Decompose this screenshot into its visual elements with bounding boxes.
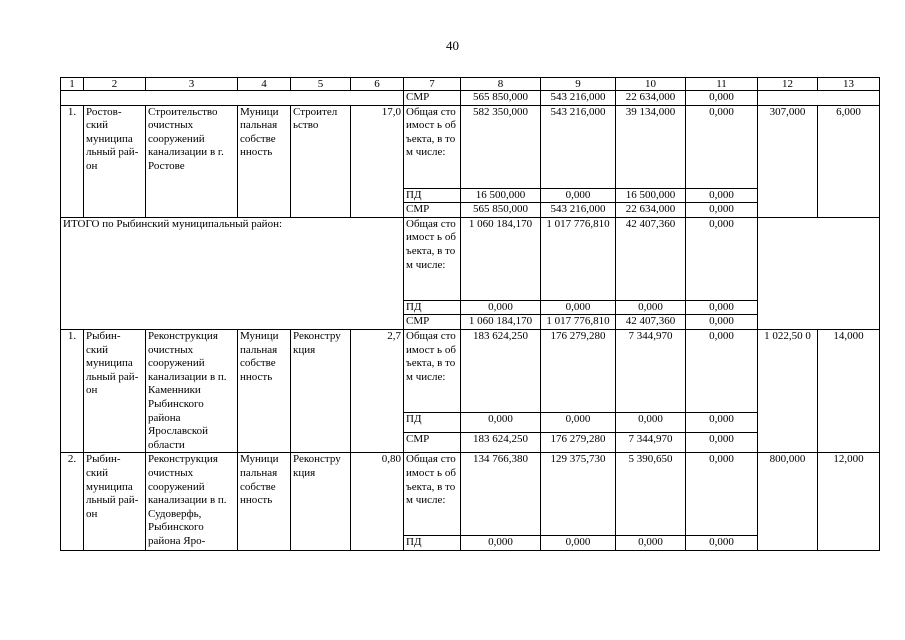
empty-cell: [758, 217, 880, 329]
value-cell: 7 344,970: [616, 329, 686, 412]
value-cell: 0,000: [616, 412, 686, 432]
value-cell: 0,000: [541, 300, 616, 315]
work-type-cell: Реконстру кция: [291, 329, 351, 452]
row-label: ПД: [404, 536, 461, 551]
col-header: 8: [461, 78, 541, 91]
work-type-cell: Строител ьство: [291, 105, 351, 217]
value-cell: 0,000: [461, 536, 541, 551]
value-cell: 1 017 776,810: [541, 315, 616, 330]
district-cell: Рыбин- ский муниципа льный рай-он: [84, 453, 146, 551]
row-label: СМР: [404, 315, 461, 330]
value-cell: 800,000: [758, 453, 818, 551]
table-row: [61, 329, 880, 412]
empty-cell: [61, 91, 404, 106]
value-cell: 565 850,000: [461, 91, 541, 106]
value-cell: 0,000: [686, 433, 758, 453]
row-label: ПД: [404, 412, 461, 432]
value-cell: 543 216,000: [541, 203, 616, 218]
value-cell: 0,000: [541, 412, 616, 432]
row-number: 1.: [61, 105, 84, 217]
header-row: [61, 78, 880, 91]
value-cell: 0,000: [686, 453, 758, 536]
page-number: 40: [446, 38, 459, 53]
object-name-cell: Реконструкция очистных сооружений канализации в п. Судоверфь, Рыбинского района Яро-: [146, 453, 238, 551]
value-cell: 1 060 184,170: [461, 217, 541, 300]
value-cell: 0,000: [686, 203, 758, 218]
value-cell: 39 134,000: [616, 105, 686, 188]
value-cell: 1 017 776,810: [541, 217, 616, 300]
value-cell: 6,000: [818, 105, 880, 217]
col-header: 1: [61, 78, 84, 91]
value-cell: 22 634,000: [616, 203, 686, 218]
object-name-cell: Реконструкция очистных сооружений канализации в п. Каменники Рыбинского района Ярославской области: [146, 329, 238, 452]
value-cell: 0,000: [686, 329, 758, 412]
value-cell: 5 390,650: [616, 453, 686, 536]
value-cell: 0,000: [686, 315, 758, 330]
value-cell: 0,000: [686, 536, 758, 551]
value-cell: 307,000: [758, 105, 818, 217]
value-cell: 42 407,360: [616, 217, 686, 300]
value-cell: 0,000: [541, 188, 616, 203]
col-header: 5: [291, 78, 351, 91]
value-cell: 7 344,970: [616, 433, 686, 453]
row-label: Общая стоимост ь объекта, в том числе:: [404, 217, 461, 300]
object-name-cell: Строительство очистных сооружений канализации в г. Ростове: [146, 105, 238, 217]
value-cell: 565 850,000: [461, 203, 541, 218]
value-cell: 0,000: [541, 536, 616, 551]
col-header: 10: [616, 78, 686, 91]
ownership-cell: Муници пальная собстве нность: [238, 329, 291, 452]
value-cell: 22 634,000: [616, 91, 686, 106]
value-cell: 183 624,250: [461, 329, 541, 412]
investment-table: [60, 77, 880, 551]
row-label: Общая стоимост ь объекта, в том числе:: [404, 105, 461, 188]
value-cell: 0,000: [686, 300, 758, 315]
capacity-cell: 17,0: [351, 105, 404, 217]
row-label: ПД: [404, 300, 461, 315]
value-cell: 0,000: [461, 412, 541, 432]
table-row: [61, 453, 880, 536]
row-label: СМР: [404, 91, 461, 106]
col-header: 6: [351, 78, 404, 91]
district-cell: Рыбин- ский муниципа льный рай-он: [84, 329, 146, 452]
value-cell: 183 624,250: [461, 433, 541, 453]
value-cell: 0,000: [686, 188, 758, 203]
value-cell: 16 500,000: [616, 188, 686, 203]
value-cell: 14,000: [818, 329, 880, 452]
value-cell: 0,000: [686, 412, 758, 432]
empty-cell: [758, 91, 880, 106]
value-cell: 1 060 184,170: [461, 315, 541, 330]
row-label: Общая стоимост ь объекта, в том числе:: [404, 329, 461, 412]
value-cell: 0,000: [616, 536, 686, 551]
col-header: 11: [686, 78, 758, 91]
table-row: [61, 91, 880, 106]
value-cell: 12,000: [818, 453, 880, 551]
col-header: 3: [146, 78, 238, 91]
value-cell: 16 500,000: [461, 188, 541, 203]
value-cell: 0,000: [686, 91, 758, 106]
value-cell: 1 022,50 0: [758, 329, 818, 452]
ownership-cell: Муници пальная собстве нность: [238, 453, 291, 551]
row-number: 2.: [61, 453, 84, 551]
row-label: Общая стоимост ь объекта, в том числе:: [404, 453, 461, 536]
value-cell: 543 216,000: [541, 105, 616, 188]
row-label: СМР: [404, 433, 461, 453]
row-number: 1.: [61, 329, 84, 452]
district-cell: Ростов- ский муниципа льный рай-он: [84, 105, 146, 217]
col-header: 9: [541, 78, 616, 91]
value-cell: 0,000: [686, 105, 758, 188]
col-header: 12: [758, 78, 818, 91]
capacity-cell: 2,7: [351, 329, 404, 452]
value-cell: 0,000: [461, 300, 541, 315]
value-cell: 0,000: [686, 217, 758, 300]
total-label-cell: ИТОГО по Рыбинский муниципальный район:: [61, 217, 404, 329]
capacity-cell: 0,80: [351, 453, 404, 551]
col-header: 13: [818, 78, 880, 91]
value-cell: 582 350,000: [461, 105, 541, 188]
value-cell: 42 407,360: [616, 315, 686, 330]
value-cell: 129 375,730: [541, 453, 616, 536]
ownership-cell: Муници пальная собстве нность: [238, 105, 291, 217]
row-label: ПД: [404, 188, 461, 203]
value-cell: 0,000: [616, 300, 686, 315]
table-row: [61, 105, 880, 188]
col-header: 7: [404, 78, 461, 91]
value-cell: 543 216,000: [541, 91, 616, 106]
value-cell: 176 279,280: [541, 433, 616, 453]
table-row: [61, 217, 880, 300]
work-type-cell: Реконстру кция: [291, 453, 351, 551]
value-cell: 176 279,280: [541, 329, 616, 412]
col-header: 4: [238, 78, 291, 91]
row-label: СМР: [404, 203, 461, 218]
col-header: 2: [84, 78, 146, 91]
value-cell: 134 766,380: [461, 453, 541, 536]
